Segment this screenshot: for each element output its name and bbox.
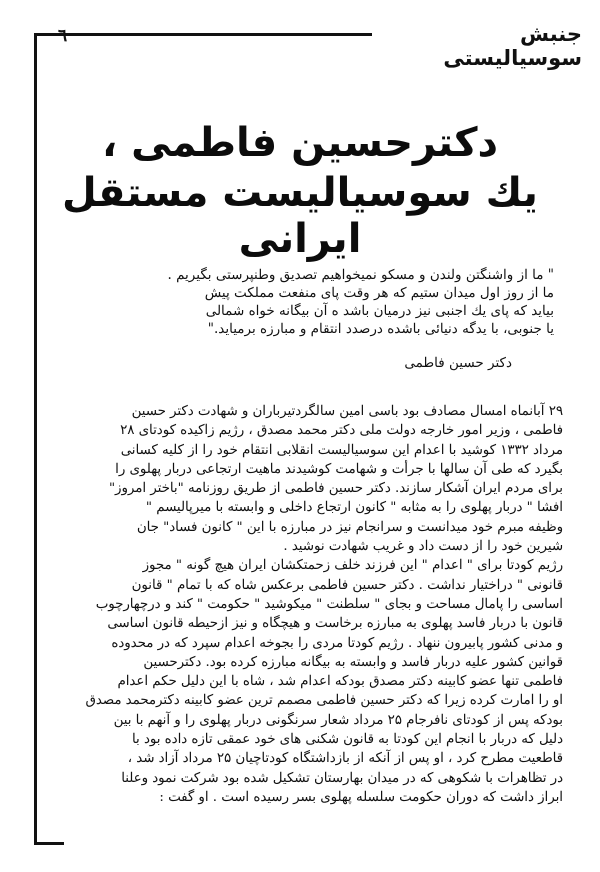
body-line: رژیم کودتا برای " اعدام " این فرزند خلف زحمتکشان ایران هیچ گونه " مجوز [142, 558, 563, 574]
epigraph-line: یا جنوبی، با یدگه دنیائی باشده درصدد انتقام و مبارزه برمیاید." [207, 321, 554, 337]
body-line: افشا " دربار پهلوی را به مثابه " کانون ارتجاع داخلی و وابسته با میرپالیسم " [145, 500, 563, 516]
body-line: قانونی " دراختیار نداشت . دکتر حسین فاطمی برعکس شاه که با تمام " قانون [131, 577, 563, 593]
article-body [42, 402, 563, 807]
body-line: اساسی را پامال مساحت و بجای " سلطنت " میکوشید " حکومت " کند و درچهارچوب [95, 596, 563, 612]
epigraph-line: ما از روز اول میدان ستیم که هر وقت پای منفعت مملکت پیش [204, 285, 554, 301]
body-line: فاطمی تنها عضو کابینه دکتر مصدق بودکه اعدام شد ، شاه با این دلیل حکم اعدام [117, 674, 563, 690]
body-line: قاطعیت مطرح کرد ، او پس از آنکه از بازداشتگاه کودتاچیان ۲۵ مرداد آزاد شد ، [127, 751, 563, 767]
body-line: برای مردم ایران آشکار سازند. دکتر حسین فاطمی از طریق روزنامه "باختر امروز" [108, 481, 563, 497]
body-line: مرداد ۱۳۳۲ کوشید با اعدام این سوسیالیست انقلابی انتقام خود را از کلیه کسانی [120, 442, 563, 458]
body-line: دلیل که دربار با انجام این کودتا به قانون شکنی های خود عمقی تازه داده بود با [131, 732, 563, 748]
body-line: و مدنی کشور پابیرون ننهاد . رژیم کودتا مردی را بجوخه اعدام سپرد که در محدوده [111, 635, 563, 651]
running-title: جنبش سوسیالیستی [443, 22, 582, 70]
article-title-line-2: یك سوسیالیست مستقل ایرانی [62, 170, 538, 262]
frame-left-rule [34, 33, 37, 845]
body-line: ۲۹ آبانماه امسال مصادف بود باسی امین سالگردتیرباران و شهادت دکتر حسین [131, 404, 563, 419]
epigraph-line: " ما از واشنگتن ولندن و مسکو نمیخواهیم تصدیق وطنپرستی بگیریم . [167, 267, 554, 283]
epigraph-quote [42, 266, 554, 338]
body-line: بگیرد که طی آن سالها با جرأت و شهامت کوشیدند ماهیت ارتجاعی دربار پهلوی را [115, 461, 563, 477]
frame-top-rule [34, 33, 372, 36]
page-number: ٦ [58, 26, 68, 46]
epigraph-line: بیاید که پای یك اجنبی نیز درمیان باشد ه آن بیگانه خواه شمالی [205, 303, 554, 319]
frame-bottom-rule [34, 842, 64, 845]
body-line: بودکه پس از کودتای نافرجام ۲۵ مرداد شعار سرنگونی دربار پهلوی را و آنهم با بین [113, 712, 563, 728]
body-line: فاطمی ، وزیر امور خارجه دولت ملی دکتر محمد مصدق ، رژیم زاکیده کودتای ۲۸ [120, 423, 563, 439]
body-line: او را امارت کرده زیرا که دکتر حسین فاطمی مصمم ترین عضو کابینه دکترمحمد مصدق [85, 693, 563, 709]
body-line: وظیفه مبرم خود میدانست و سرانجام نیز در مبارزه با این " کانون فساد" جان [136, 519, 563, 535]
body-line: قوانین کشور علیه دربار فاسد و وابسته به بیگانه مبارزه کرده بود. دکترحسین [143, 654, 563, 670]
body-line: قانون با دربار فاسد پهلوی به مبارزه برخاست و هیچگاه و نیز ازحیطه قانون اساسی [107, 616, 563, 632]
body-line: ابراز داشت که دوران حکومت سلسله پهلوی بسر رسیده است . او گفت : [159, 789, 563, 805]
epigraph-signature: دکتر حسین فاطمی [404, 355, 512, 371]
body-line: در تظاهرات با شکوهی که در میدان بهارستان تشکیل شده بود شرکت نمود وعلنا [121, 770, 563, 786]
article-title-line-1: دکترحسین فاطمی ، [101, 120, 499, 166]
body-line: شیرین خود را از دست داد و غریب شهادت نوشید . [283, 539, 563, 555]
